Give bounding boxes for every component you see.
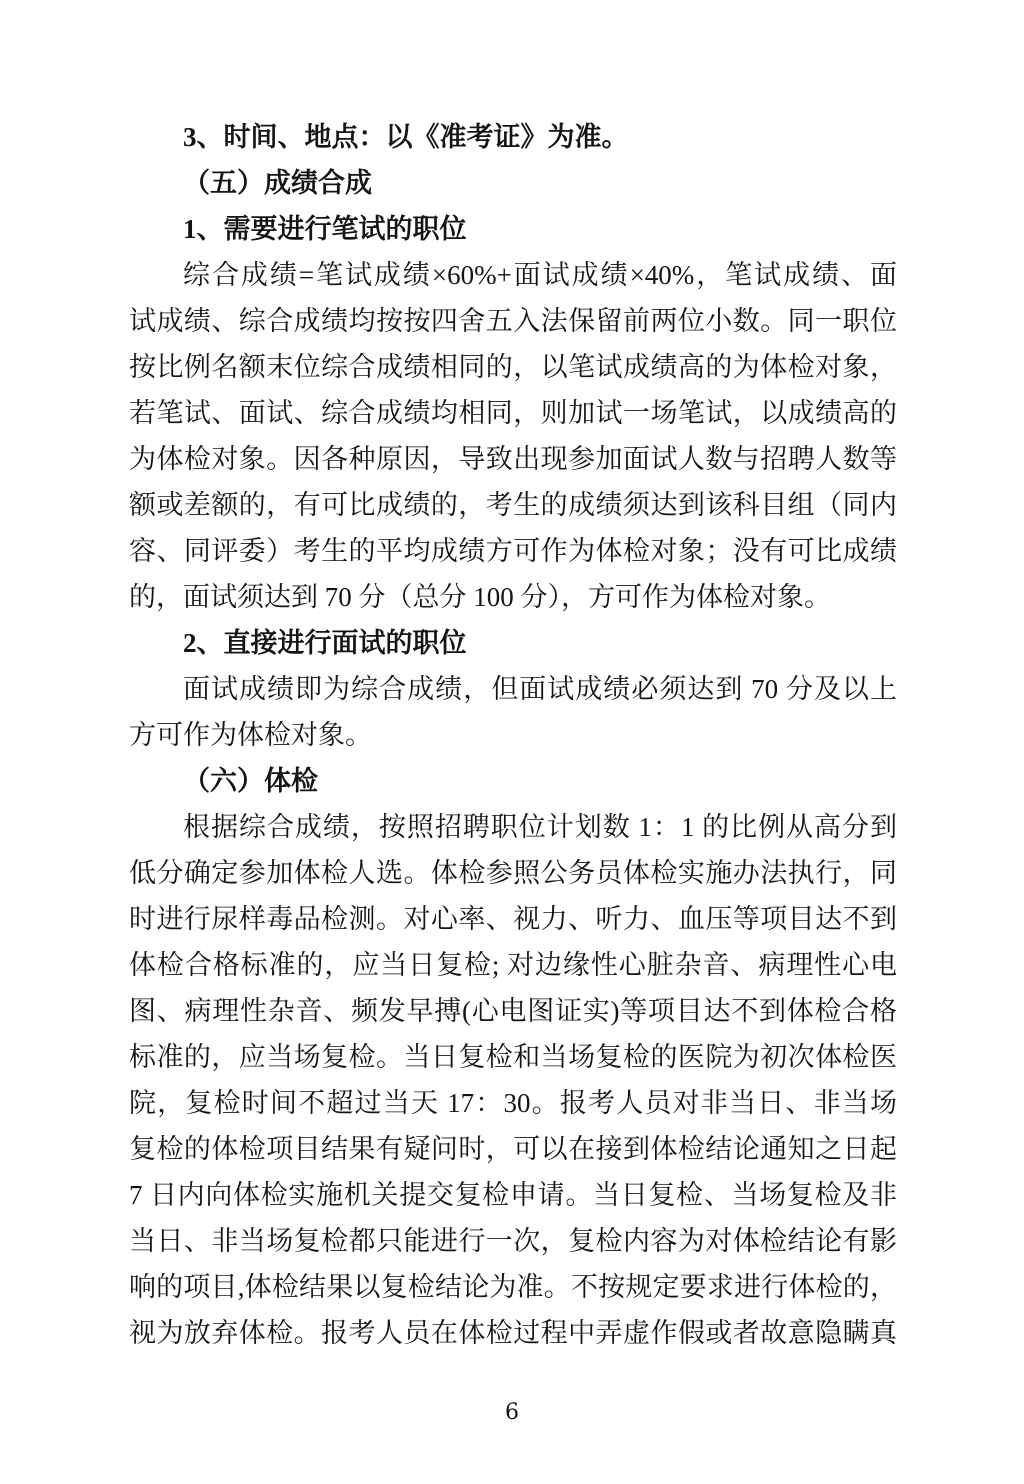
text-line: 视为放弃体检。报考人员在体检过程中弄虚作假或者故意隐瞒真 [129,1318,897,1348]
text-line: 试成绩、综合成绩均按按四舍五入法保留前两位小数。同一职位 [129,306,897,336]
text-line: 时进行尿样毒品检测。对心率、视力、听力、血压等项目达不到 [129,904,897,934]
heading-line: （五）成绩合成 [183,168,372,198]
text-line: 标准的，应当场复检。当日复检和当场复检的医院为初次体检医 [129,1042,897,1072]
heading-line: 2、直接进行面试的职位 [183,628,467,658]
text-line: 复检的体检项目结果有疑问时，可以在接到体检结论通知之日起 [129,1134,897,1164]
text-line: 面试成绩即为综合成绩，但面试成绩必须达到 70 分及以上 [183,674,897,704]
text-line: 若笔试、面试、综合成绩均相同，则加试一场笔试，以成绩高的 [129,398,897,428]
text-line: 图、病理性杂音、频发早搏(心电图证实)等项目达不到体检合格 [129,996,897,1026]
heading-line: （六）体检 [183,766,318,796]
text-block [129,114,897,1356]
text-line: 院，复检时间不超过当天 17：30。报考人员对非当日、非当场 [129,1088,897,1118]
page-number: 6 [505,1400,519,1425]
text-line: 低分确定参加体检人选。体检参照公务员体检实施办法执行，同 [129,858,897,888]
text-line: 根据综合成绩，按照招聘职位计划数 1：1 的比例从高分到 [183,812,897,842]
heading-line: 1、需要进行笔试的职位 [183,214,467,244]
text-line: 7 日内向体检实施机关提交复检申请。当日复检、当场复检及非 [129,1180,897,1210]
text-line: 按比例名额末位综合成绩相同的，以笔试成绩高的为体检对象， [129,352,897,382]
text-line: 响的项目,体检结果以复检结论为准。不按规定要求进行体检的， [129,1272,897,1302]
text-line: 容、同评委）考生的平均成绩方可作为体检对象；没有可比成绩 [129,536,897,566]
text-line: 方可作为体检对象。 [129,720,372,750]
text-line: 额或差额的，有可比成绩的，考生的成绩须达到该科目组（同内 [129,490,897,520]
text-line: 为体检对象。因各种原因，导致出现参加面试人数与招聘人数等 [129,444,897,474]
text-line: 体检合格标准的，应当日复检; 对边缘性心脏杂音、病理性心电 [129,950,897,980]
text-line: 当日、非当场复检都只能进行一次，复检内容为对体检结论有影 [129,1226,897,1256]
heading-line: 3、时间、地点：以《准考证》为准。 [183,122,629,152]
text-line: 的，面试须达到 70 分（总分 100 分），方可作为体检对象。 [129,582,831,612]
text-line: 综合成绩=笔试成绩×60%+面试成绩×40%，笔试成绩、面 [183,260,897,290]
